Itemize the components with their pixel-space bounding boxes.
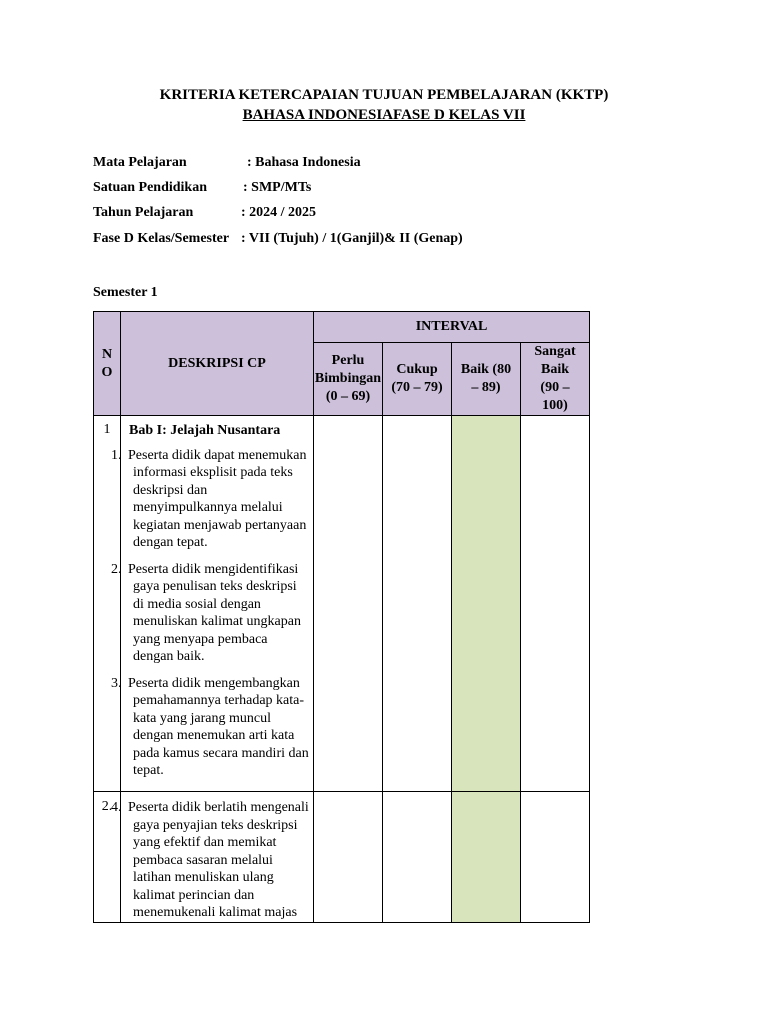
info-value: : 2024 / 2025 <box>241 205 317 220</box>
list-item: 4. Peserta didik berlatih mengenali gaya penyajian teks deskripsi yang efektif dan memikat pembaca sasaran melalui latihan menuliskan ulang kalimat perincian dan menemukenali kalimat majas <box>111 800 309 920</box>
cell-perlu-bimbingan <box>314 416 383 792</box>
interval-label: Sangat Baik (90 – 100) <box>534 344 576 413</box>
header-no <box>94 312 121 416</box>
info-value: : SMP/MTs <box>243 180 312 195</box>
semester-label: Semester 1 <box>93 285 158 300</box>
info-label: Satuan Pendidikan <box>93 180 207 195</box>
list-item: 3. Peserta didik mengembangkan pemahamannya terhadap kata-kata yang jarang muncul dengan menemukan arti kata pada kamus secara mandiri dan tepat. <box>111 675 309 778</box>
interval-label: Perlu Bimbingan (0 – 69) <box>314 353 382 404</box>
document-subtitle: BAHASA INDONESIAFASE D KELAS VII <box>242 107 526 123</box>
list-item: 2. Peserta didik mengidentifikasi gaya penulisan teks deskripsi di media sosial dengan menuliskan kalimat ungkapan yang menyapa pembaca dengan baik. <box>125 561 309 666</box>
header-interval-cukup <box>383 343 452 416</box>
cell-sangat-baik <box>521 792 590 923</box>
cell-baik <box>452 792 521 923</box>
header-no-label: N O <box>101 346 113 380</box>
item-text: Peserta didik berlatih mengenali gaya penyajian teks deskripsi yang efektif dan memikat pembaca sasaran melalui latihan menuliskan ulang kalimat perincian dan menemukenali kalimat majas <box>128 800 309 920</box>
cell-cukup <box>383 416 452 792</box>
header-interval: INTERVAL <box>314 312 590 343</box>
row-number: 1 <box>94 416 121 792</box>
cell-baik <box>452 416 521 792</box>
info-value: : VII (Tujuh) / 1(Ganjil)& II (Genap) <box>241 231 463 246</box>
kktp-table <box>93 311 590 923</box>
header-interval-baik <box>452 343 521 416</box>
table-row <box>94 416 590 792</box>
row-number: 2. <box>94 792 121 923</box>
info-label: Tahun Pelajaran <box>93 205 194 220</box>
cell-sangat-baik <box>521 416 590 792</box>
document-title: KRITERIA KETERCAPAIAN TUJUAN PEMBELAJARAN (KKTP) <box>159 87 609 103</box>
table-row <box>94 792 590 923</box>
interval-label: Cukup (70 – 79) <box>391 362 443 395</box>
header-interval-sangat-baik <box>521 343 590 416</box>
item-text: Peserta didik mengidentifikasi gaya penulisan teks deskripsi di media sosial dengan menuliskan kalimat ungkapan yang menyapa pembaca dengan baik. <box>128 561 301 664</box>
header-description: DESKRIPSI CP <box>121 312 314 416</box>
header-interval-perlu-bimbingan <box>314 343 383 416</box>
info-value: : Bahasa Indonesia <box>247 155 361 170</box>
info-label: Mata Pelajaran <box>93 155 187 170</box>
list-item: 1. Peserta didik dapat menemukan informasi eksplisit pada teks deskripsi dan menyimpulkannya melalui kegiatan menjawab pertanyaan dengan tepat. <box>125 447 309 552</box>
cell-cukup <box>383 792 452 923</box>
interval-label: Baik (80 – 89) <box>460 362 512 395</box>
info-label: Fase D Kelas/Semester <box>93 231 230 246</box>
row-description <box>111 792 314 923</box>
item-text: Peserta didik dapat menemukan informasi eksplisit pada teks deskripsi dan menyimpulkannya melalui kegiatan menjawab pertanyaan dengan tepat. <box>128 447 307 550</box>
chapter-title: Bab I: Jelajah Nusantara <box>129 423 281 438</box>
item-text: Peserta didik mengembangkan pemahamannya terhadap kata-kata yang jarang muncul dengan menemukan arti kata pada kamus secara mandiri dan tepat. <box>128 675 309 778</box>
cell-perlu-bimbingan <box>314 792 383 923</box>
row-description <box>111 416 314 792</box>
